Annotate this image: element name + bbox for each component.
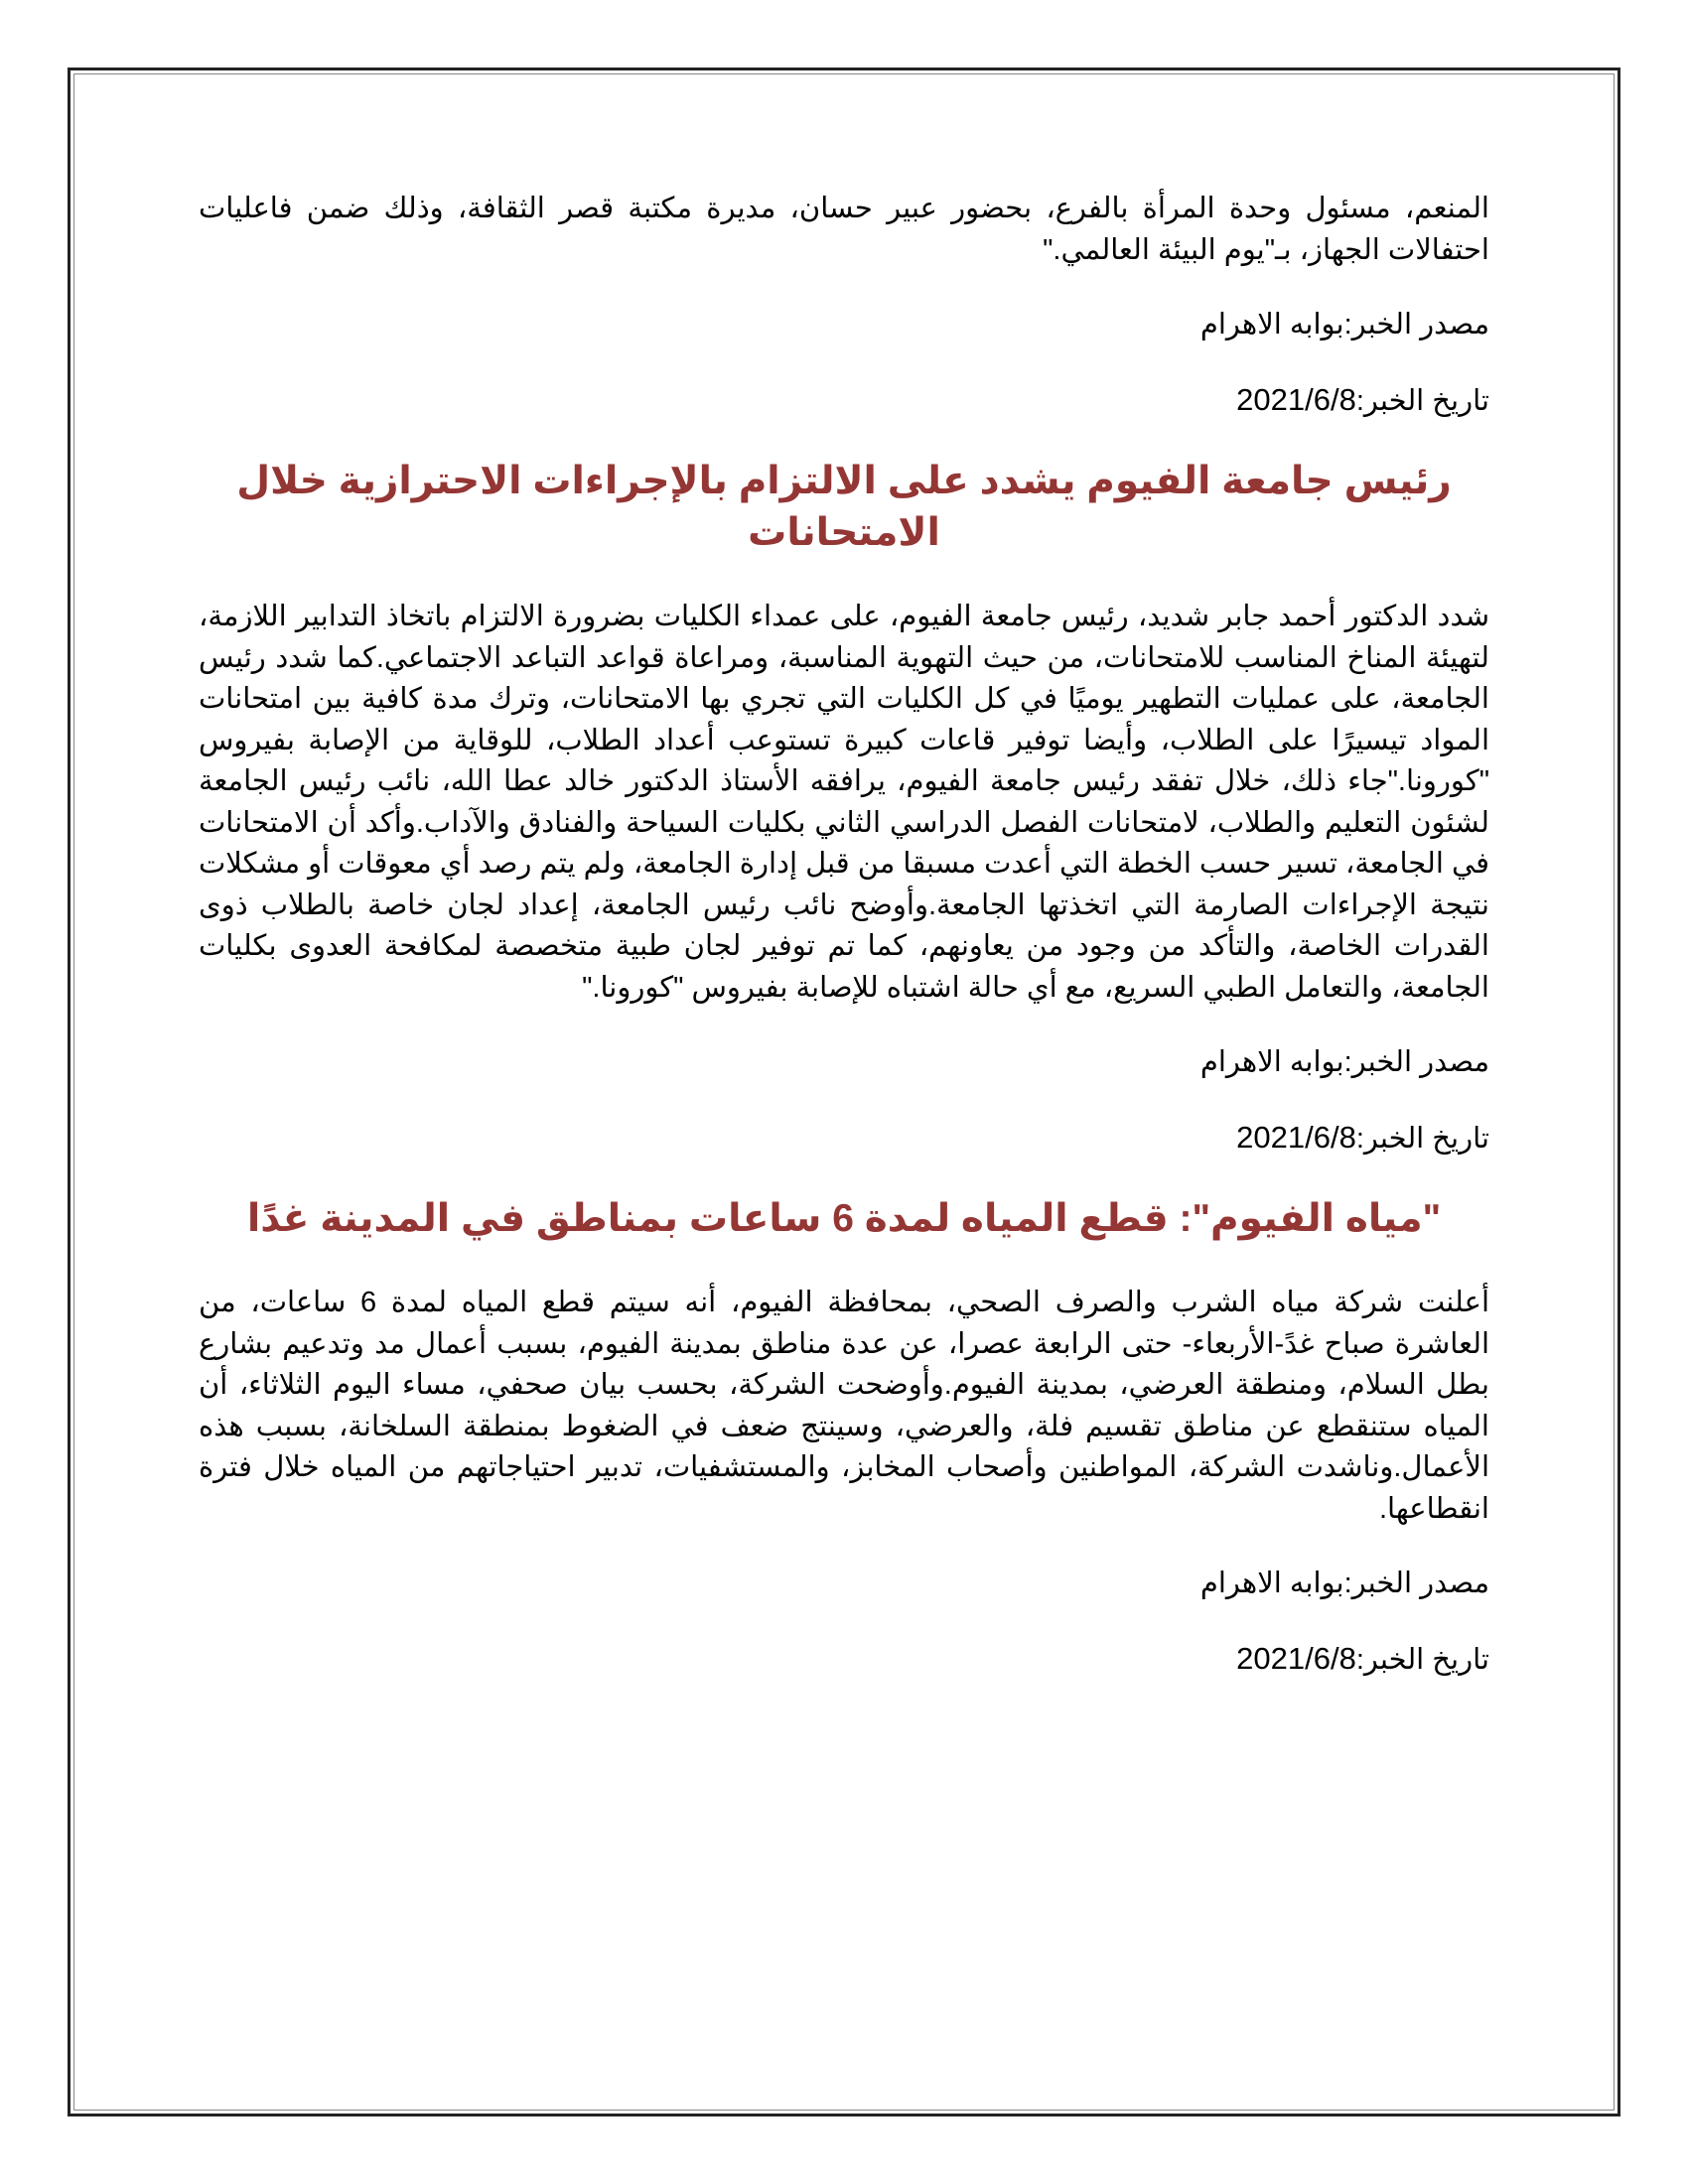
article-headline: "مياه الفيوم": قطع المياه لمدة 6 ساعات بمناطق في المدينة غدًا	[246, 1197, 1442, 1240]
news-date	[199, 1638, 1489, 1681]
date-label: تاريخ الخبر:	[1355, 385, 1489, 417]
news-source	[199, 1564, 1489, 1604]
article-3	[199, 1193, 1489, 1681]
article-1	[199, 189, 1489, 422]
date-label: تاريخ الخبر:	[1355, 1644, 1489, 1676]
date-value: 2021/6/8	[1236, 1120, 1356, 1155]
document-content	[199, 189, 1489, 1714]
source-value: بوابه الاهرام	[1199, 309, 1344, 341]
source-label: مصدر الخبر:	[1343, 1568, 1489, 1599]
article-2	[199, 456, 1489, 1160]
source-value: بوابه الاهرام	[1199, 1568, 1344, 1599]
date-label: تاريخ الخبر:	[1355, 1123, 1489, 1155]
source-label: مصدر الخبر:	[1343, 1046, 1489, 1078]
article-body: أعلنت شركة مياه الشرب والصرف الصحي، بمحافظة الفيوم، أنه سيتم قطع المياه لمدة 6 ساعات، من العاشرة صباح غدً-الأربعاء- حتى الرابعة عصرا، عن عدة مناطق بمدينة الفيوم، بسبب أعمال مد وتدعيم بشارع بطل السلام، ومنطقة العرضي، بمدينة الفيوم.وأوضحت الشركة، بحسب بيان صحفي، مساء اليوم الثلاثاء، أن المياه ستنقطع عن مناطق تقسيم فلة، والعرضي، وسينتج ضعف في الضغوط بمنطقة السلخانة، بسبب هذه الأعمال.وناشدت الشركة، المواطنين وأصحاب المخابز، والمستشفيات، تدبير احتياجاتهم من المياه خلال فترة انقطاعها.	[199, 1287, 1490, 1525]
source-label: مصدر الخبر:	[1343, 309, 1489, 341]
news-date	[199, 1117, 1489, 1160]
article-body: المنعم، مسئول وحدة المرأة بالفرع، بحضور عبير حسان، مديرة مكتبة قصر الثقافة، وذلك ضمن فاعليات احتفالات الجهاز، بـ"يوم البيئة العالمي."	[199, 193, 1489, 266]
date-value: 2021/6/8	[1236, 382, 1356, 417]
news-source	[199, 305, 1489, 345]
news-date	[199, 379, 1489, 422]
article-body: شدد الدكتور أحمد جابر شديد، رئيس جامعة الفيوم، على عمداء الكليات بضرورة الالتزام باتخاذ التدابير اللازمة، لتهيئة المناخ المناسب للامتحانات، من حيث التهوية المناسبة، ومراعاة قواعد التباعد الاجتماعي.كما شدد رئيس الجامعة، على عمليات التطهير يوميًا في كل الكليات التي تجري بها الامتحانات، وترك مدة كافية بين امتحانات المواد تيسيرًا على الطلاب، وأيضا توفير قاعات كبيرة تستوعب أعداد الطلاب، للوقاية من الإصابة بفيروس "كورونا."جاء ذلك، خلال تفقد رئيس جامعة الفيوم، يرافقه الأستاذ الدكتور خالد عطا الله، نائب رئيس الجامعة لشئون التعليم والطلاب، لامتحانات الفصل الدراسي الثاني بكليات السياحة والفنادق والآداب.وأكد أن الامتحانات في الجامعة، تسير حسب الخطة التي أعدت مسبقا من قبل إدارة الجامعة، ولم يتم رصد أي معوقات أو مشكلات نتيجة الإجراءات الصارمة التي اتخذتها الجامعة.وأوضح نائب رئيس الجامعة، إعداد لجان خاصة بالطلاب ذوى القدرات الخاصة، والتأكد من وجود من يعاونهم، كما تم توفير لجان طبية متخصصة لمكافحة العدوى بكليات الجامعة، والتعامل الطبي السريع، مع أي حالة اشتباه للإصابة بفيروس "كورونا."	[199, 601, 1489, 1004]
date-value: 2021/6/8	[1236, 1641, 1356, 1676]
source-value: بوابه الاهرام	[1199, 1046, 1344, 1078]
news-source	[199, 1042, 1489, 1083]
article-headline: رئيس جامعة الفيوم يشدد على الالتزام بالإجراءات الاحترازية خلال الامتحانات	[236, 460, 1452, 554]
